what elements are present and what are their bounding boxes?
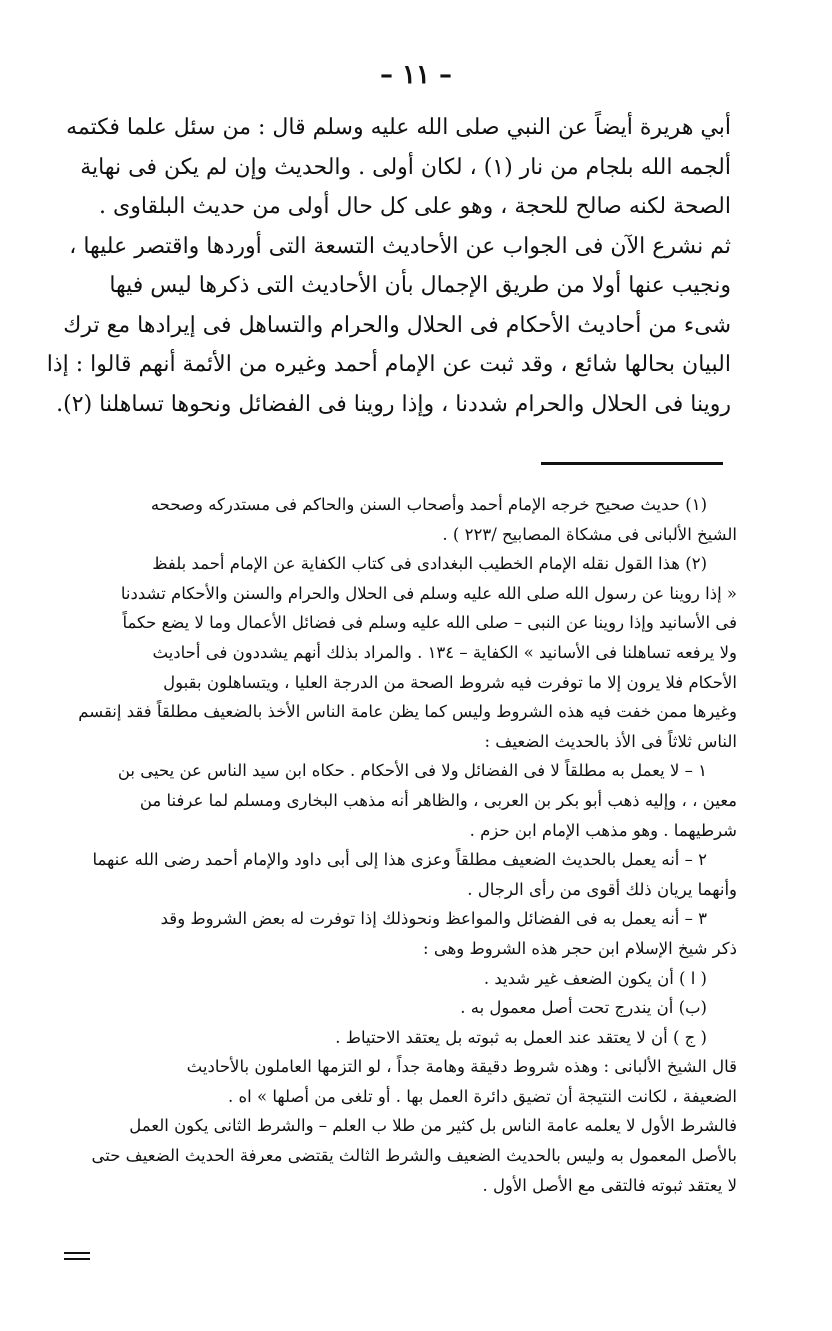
- footnote-line: معين ، ، وإليه ذهب أبو بكر بن العربى ، والظاهر أنه مذهب البخارى ومسلم لما عرفنا من: [139, 790, 737, 810]
- main-text-line: الصحة لكنه صالح للحجة ، وهو على كل حال أولى من حديث البلقاوى .: [98, 194, 731, 219]
- footnote-line: فى الأسانيد وإذا روينا عن النبى – صلى الله عليه وسلم فى فضائل الأعمال وما لا يضع حكماً: [122, 613, 737, 633]
- footnote-line: ١ – لا يعمل به مطلقاً لا فى الفضائل ولا فى الأحكام . حكاه ابن سيد الناس عن يحيى بن: [117, 761, 707, 781]
- footnote-line: ٢ – أنه يعمل بالحديث الضعيف مطلقاً وعزى هذا إلى أبى داود والإمام أحمد رضى الله عنهما: [92, 850, 707, 870]
- footnote-line: شرطيهما . وهو مذهب الإمام ابن حزم .: [469, 820, 737, 840]
- footnote-line: فالشرط الأول لا يعلمه عامة الناس بل كثير من طلا ب العلم – والشرط الثانى يكون العمل: [129, 1116, 737, 1136]
- footnote-line: بالأصل المعمول به وليس بالحديث الضعيف والشرط الثالث يقتضى معرفة الحديث الضعيف حتى: [91, 1146, 737, 1166]
- footnote-line: الناس ثلاثاً فى الأذ بالحديث الضعيف :: [484, 731, 737, 751]
- footnote-line: الأحكام فلا يرون إلا ما توفرت فيه شروط الصحة من الدرجة العليا ، ويتساهلون بقبول: [163, 672, 737, 692]
- footnote-line: وأنهما يريان ذلك أقوى من رأى الرجال .: [467, 879, 737, 899]
- footnote-line: (٢) هذا القول نقله الإمام الخطيب البغدادى فى كتاب الكفاية عن الإمام أحمد بلفظ: [152, 554, 707, 574]
- footnote-line: لا يعتقد ثبوته فالتقى مع الأصل الأول .: [482, 1175, 737, 1195]
- footnote-line: الضعيفة ، لكانت النتيجة أن تضيق دائرة العمل بها . أو تلغى من أصلها » اه .: [228, 1086, 737, 1106]
- footnote-line: ٣ – أنه يعمل به فى الفضائل والمواعظ ونحوذلك إذا توفرت له بعض الشروط وقد: [160, 909, 707, 929]
- margin-mark-icon: [64, 1252, 90, 1264]
- main-text-line: أبي هريرة أيضاً عن النبي صلى الله عليه وسلم قال : من سئل علما فكتمه: [66, 115, 731, 140]
- footnote-line: الشيخ الألبانى فى مشكاة المصابيح /٢٢٣ ) .: [442, 524, 737, 544]
- footnote-line: وغيرها ممن خفت فيه هذه الشروط وليس كما يظن عامة الناس الأخذ بالضعيف مطلقاً فقد إنقسم: [78, 702, 737, 722]
- footnote-line: ولا يرفعه تساهلنا فى الأسانيد » الكفاية – ١٣٤ . والمراد بذلك أنهم يشددون فى أحاديث: [152, 642, 737, 662]
- footnote-line: ذكر شيخ الإسلام ابن حجر هذه الشروط وهى :: [423, 938, 737, 958]
- footnote-line: ( ج ) أن لا يعتقد عند العمل به ثبوته بل يعتقد الاحتياط .: [335, 1027, 707, 1047]
- main-text-line: البيان بحالها شائع ، وقد ثبت عن الإمام أحمد وغيره من الأئمة أنهم قالوا : إذا: [46, 352, 731, 377]
- main-text-line: روينا فى الحلال والحرام شددنا ، وإذا روينا فى الفضائل ونحوها تساهلنا (٢).: [56, 391, 731, 417]
- footnotes-block: [60, 490, 737, 1200]
- main-text-block: [46, 108, 731, 424]
- main-text-line: ألجمه الله بلجام من نار (١) ، لكان أولى . والحديث وإن لم يكن فى نهاية: [80, 154, 731, 180]
- main-text-line: ونجيب عنها أولا من طريق الإجمال بأن الأحاديث التى ذكرها ليس فيها: [109, 273, 731, 298]
- footnote-line: (١) حديث صحيح خرجه الإمام أحمد وأصحاب السنن والحاكم فى مستدركه وصححه: [150, 495, 707, 514]
- footnote-line: ( ا ) أن يكون الضعف غير شديد .: [483, 968, 707, 988]
- footnote-line: (ب) أن يندرج تحت أصل معمول به .: [460, 998, 707, 1018]
- footnote-separator: [541, 462, 723, 465]
- page-number: – ١١ –: [379, 60, 453, 90]
- main-text-line: شىء من أحاديث الأحكام فى الحلال والحرام والتساهل فى إيرادها مع ترك: [63, 312, 731, 338]
- footnote-line: « إذا روينا عن رسول الله صلى الله عليه وسلم فى الحلال والحرام والسنن والأحكام تشددنا: [120, 583, 737, 603]
- main-text-line: ثم نشرع الآن فى الجواب عن الأحاديث التسعة التى أوردها واقتصر عليها ،: [69, 233, 731, 259]
- footnote-line: قال الشيخ الألبانى : وهذه شروط دقيقة وهامة جداً ، لو التزمها العاملون بالأحاديث: [186, 1057, 737, 1077]
